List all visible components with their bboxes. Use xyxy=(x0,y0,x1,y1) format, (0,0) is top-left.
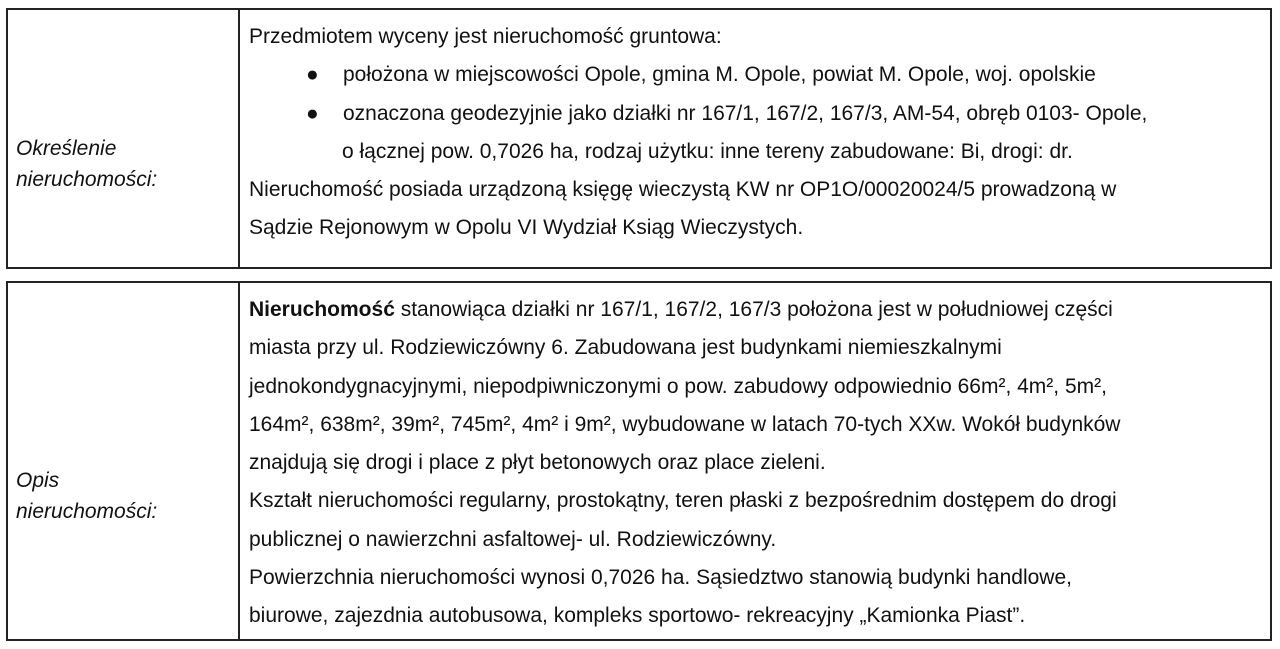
bullet-text: położona w miejscowości Opole, gmina M. Opole, powiat M. Opole, woj. opolskie xyxy=(343,63,1096,87)
bold-lead: Nieruchomość xyxy=(249,298,395,321)
bullet-text: oznaczona geodezyjnie jako działki nr 167/1, 167/2, 167/3, AM-54, obręb 0103- Opole, xyxy=(343,101,1148,125)
property-identification-table xyxy=(6,8,1272,269)
text-line: biurowe, zajezdnia autobusowa, kompleks sportowo- rekreacyjny „Kamionka Piast”. xyxy=(249,604,1026,628)
text-line: znajdują się drogi i place z płyt betonowych oraz place zieleni. xyxy=(249,451,826,475)
row-label xyxy=(8,10,240,267)
label-line: Określenie xyxy=(16,136,117,160)
text: stanowiąca działki nr 167/1, 167/2, 167/3 położona jest w południowej części xyxy=(394,298,1113,321)
text-line: Nieruchomość posiada urządzoną księgę wieczystą KW nr OP1O/00020024/5 prowadzoną w xyxy=(249,178,1117,202)
label-line: nieruchomości: xyxy=(16,500,158,523)
text-line: Sądzie Rejonowym w Opolu VI Wydział Ksiąg Wieczystych. xyxy=(249,216,804,240)
property-description-table xyxy=(6,281,1272,641)
text-line: publicznej o nawierzchni asfaltowej- ul. Rodziewiczówny. xyxy=(249,527,777,551)
bullet-icon: ● xyxy=(306,101,319,125)
text-line: miasta przy ul. Rodziewiczówny 6. Zabudowana jest budynkami niemieszkalnymi xyxy=(249,336,1002,360)
bullet-icon: ● xyxy=(306,63,319,87)
text-line: 164m², 638m², 39m², 745m², 4m² i 9m², wybudowane w latach 70-tych XXw. Wokół budynków xyxy=(249,412,1121,436)
bullet-continuation: o łącznej pow. 0,7026 ha, rodzaj użytku: inne tereny zabudowane: Bi, drogi: dr. xyxy=(342,139,1073,163)
text-line: jednokondygnacyjnymi, niepodpiwniczonymi o pow. zabudowy odpowiednio 66m², 4m², 5m², xyxy=(249,374,1107,398)
intro-text: Przedmiotem wyceny jest nieruchomość gruntowa: xyxy=(249,25,722,48)
row-label xyxy=(8,283,240,639)
text-line: Powierzchnia nieruchomości wynosi 0,7026 ha. Sąsiedztwo stanowią budynki handlowe, xyxy=(249,566,1072,590)
text-line xyxy=(249,291,1270,329)
bullet-item xyxy=(249,95,1270,133)
row-content xyxy=(240,283,1270,639)
bullet-item xyxy=(249,56,1270,94)
row-content xyxy=(240,10,1270,267)
label-line: nieruchomości: xyxy=(16,167,158,191)
text-line: Kształt nieruchomości regularny, prostokątny, teren płaski z bezpośrednim dostępem do drogi xyxy=(249,489,1117,513)
label-line: Opis xyxy=(16,469,60,492)
